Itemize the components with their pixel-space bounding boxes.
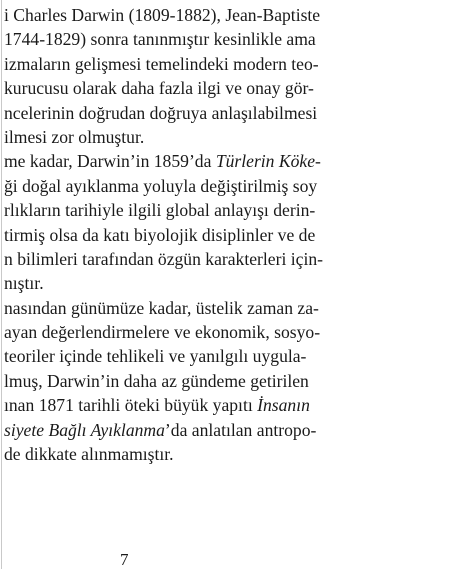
line-text: i Charles Darwin (1809-1882), Jean-Baptiste	[4, 5, 321, 25]
line-text: lmuş, Darwin’in daha az gündeme getirilen	[4, 370, 309, 391]
text-line	[4, 442, 454, 466]
text-line	[4, 369, 454, 393]
line-text: 1744-1829) sonra tanınmıştır kesinlikle ama	[4, 29, 316, 50]
page-edge-divider	[1, 0, 2, 569]
line-text: teoriler içinde tehlikeli ve yanılgılı uygula-	[4, 346, 307, 367]
page-number: 7	[120, 550, 129, 569]
line-text: me kadar, Darwin’in 1859’da	[4, 151, 216, 172]
text-line	[4, 3, 454, 27]
text-line	[4, 101, 454, 125]
text-line	[4, 125, 454, 149]
line-text: kurucusu olarak daha fazla ilgi ve onay gör-	[4, 78, 314, 99]
text-line	[4, 52, 454, 76]
text-line	[4, 271, 454, 295]
line-text: n bilimleri tarafından özgün karakterleri için-	[4, 248, 323, 269]
text-line	[4, 149, 454, 173]
text-line	[4, 393, 454, 417]
line-text: nasından günümüze kadar, üstelik zaman za-	[4, 297, 319, 318]
text-line	[4, 174, 454, 198]
italic-book-title: İnsanın	[257, 395, 310, 416]
text-line	[4, 198, 454, 222]
text-line	[4, 344, 454, 368]
line-text: de dikkate alınmamıştır.	[4, 444, 174, 465]
line-text: ayan değerlendirmelere ve ekonomik, sosyo-	[4, 322, 321, 343]
text-line	[4, 247, 454, 271]
text-line	[4, 27, 454, 51]
text-line	[4, 418, 454, 442]
text-line	[4, 76, 454, 100]
line-text: ’da anlatılan antropo-	[164, 419, 317, 440]
body-text	[4, 3, 454, 466]
line-text: nıştır.	[4, 273, 44, 294]
text-line	[4, 320, 454, 344]
italic-book-title: siyete Bağlı Ayıklanma	[4, 419, 165, 440]
italic-book-title: Türlerin Köke-	[215, 151, 321, 172]
line-text: izmaların gelişmesi temelindeki modern teo-	[4, 53, 319, 74]
line-text: ncelerinin doğrudan doğruya anlaşılabilmesi	[4, 102, 318, 123]
line-text: tirmiş olsa da katı biyolojik disiplinler ve de	[4, 224, 316, 245]
line-text: rlıkların tarihiyle ilgili global anlayışı derin-	[4, 200, 316, 221]
line-text: ği doğal ayıklanma yoluyla değiştirilmiş soy	[4, 175, 318, 196]
text-line	[4, 223, 454, 247]
line-text: ınan 1871 tarihli öteki büyük yapıtı	[4, 395, 258, 416]
text-line	[4, 296, 454, 320]
line-text: ilmesi zor olmuştur.	[4, 126, 145, 147]
